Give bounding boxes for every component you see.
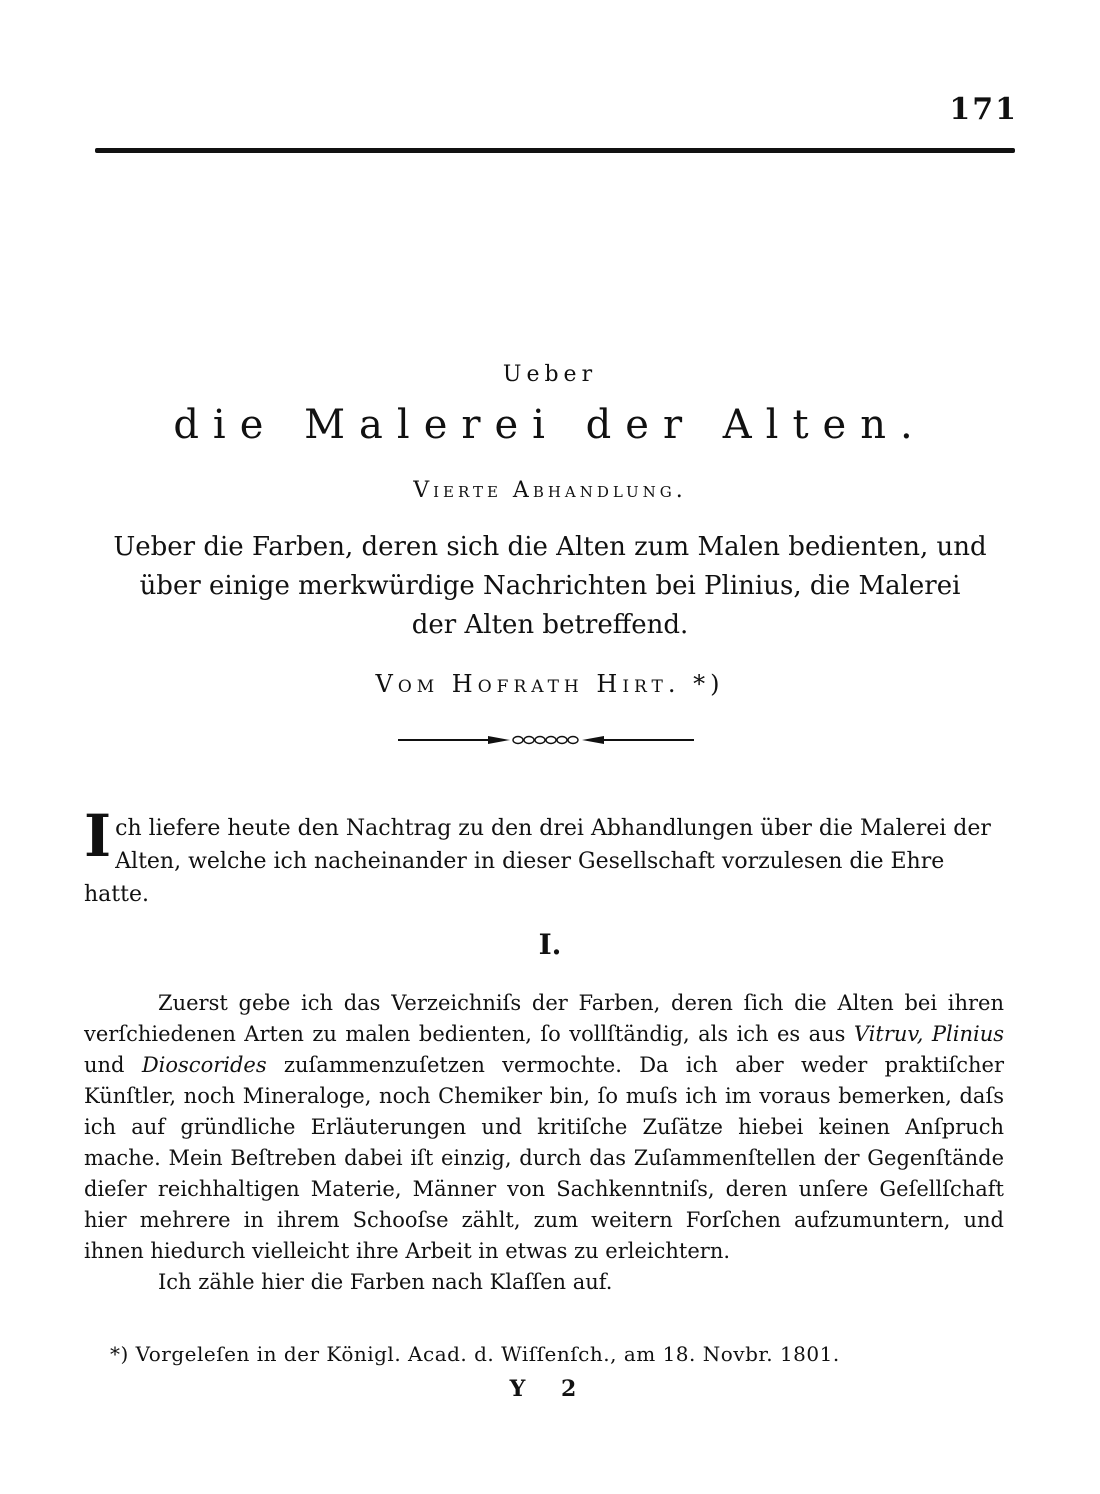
- body-text-segment: zuſammenzuſetzen vermochte. Da ich aber weder praktiſcher Künſtler, noch Mineraloge, noch Chemiker bin, ſo muſs ich im voraus bemerken, daſs ich auf gründliche Erläuterungen und kritiſche Zuſätze hiebei keinen Anſpruch mache. Mein Beſtreben dabei iſt einzig, durch das Zuſammenſtellen der Gegenſtände dieſer reichhaltigen Materie, Männer von Sachkenntniſs, deren unſere Geſellſchaft hier mehrere in ihrem Schooſse zählt, zum weitern Forſchen aufzumuntern, und ihnen hiedurch vielleicht ihre Arbeit in etwas zu erleichtern.: [84, 1053, 1005, 1263]
- drop-cap: I: [84, 802, 112, 870]
- footnote: *) Vorgeleſen in der Königl. Acad. d. Wiſſenſch., am 18. Novbr. 1801.: [110, 1342, 840, 1366]
- header-rule: [95, 148, 1015, 153]
- signature-mark: Y 2: [509, 1376, 591, 1402]
- author-ref-plinius: Plinius: [931, 1022, 1004, 1046]
- intro-paragraph: [84, 802, 1004, 911]
- body-text-segment: Zuerst gebe ich das Verzeichniſs der Farben, deren ſich die Alten bei ihren verſchiedenen Arten zu malen bedienten, ſo vollſtändig, als ich es aus: [84, 991, 1004, 1046]
- section-number: I.: [538, 928, 562, 961]
- main-title: die Malerei der Alten.: [173, 402, 927, 448]
- author-ref-vitruv: Vitruv,: [853, 1022, 924, 1046]
- sub-title: Vierte Abhandlung.: [413, 478, 687, 503]
- subject: [0, 528, 1100, 645]
- subject-line: der Alten betreffend.: [411, 610, 689, 640]
- subject-line: über einige merkwürdige Nachrichten bei Plinius, die Malerei: [139, 571, 961, 601]
- body-text: [84, 988, 1004, 1298]
- body-paragraph: [84, 988, 1004, 1267]
- intro-text: ch liefere heute den Nachtrag zu den drei Abhandlungen über die Malerei der Alten, welche ich nacheinander in dieser Gesellschaft vorzulesen die Ehre hatte.: [84, 816, 991, 907]
- ornament-divider: [398, 732, 694, 748]
- author-ref-dioscorides: Dioscorides: [141, 1053, 267, 1077]
- body-paragraph: Ich zähle hier die Farben nach Klaſſen auf.: [158, 1270, 613, 1294]
- page-number: 171: [949, 92, 1018, 127]
- pre-title: Ueber: [502, 362, 598, 387]
- body-text-segment: und: [84, 1053, 142, 1077]
- author-line: Vom Hofrath Hirt. *): [375, 670, 725, 698]
- body-text-segment: [923, 1022, 931, 1046]
- subject-line: Ueber die Farben, deren sich die Alten zum Malen bedienten, und: [113, 532, 987, 562]
